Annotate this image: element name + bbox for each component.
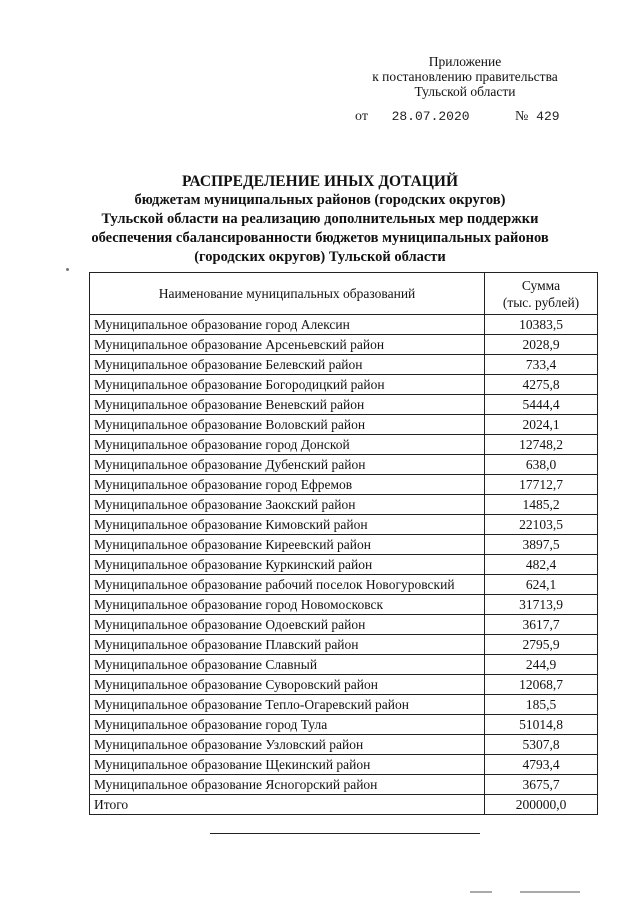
table-row [90,495,598,515]
title-line-1: РАСПРЕДЕЛЕНИЕ ИНЫХ ДОТАЦИЙ [181,173,459,190]
subsidy-amount: 17712,7 [485,475,598,495]
appendix-header [350,54,580,99]
subsidy-amount: 624,1 [485,575,598,595]
municipality-name: Муниципальное образование город Донской [90,435,485,455]
municipality-name: Муниципальное образование Веневский район [90,395,485,415]
table-row [90,415,598,435]
table-row [90,435,598,455]
subsidy-amount: 12748,2 [485,435,598,455]
subsidy-amount: 2024,1 [485,415,598,435]
table-row [90,615,598,635]
municipality-name: Муниципальное образование рабочий поселок Новогуровский [90,575,485,595]
scan-artifact [470,891,492,893]
table-row [90,355,598,375]
subsidy-amount: 3617,7 [485,615,598,635]
scan-artifact [520,891,580,893]
subsidy-amount: 244,9 [485,655,598,675]
table-row [90,575,598,595]
municipality-name: Муниципальное образование Ясногорский район [90,775,485,795]
municipality-name: Муниципальное образование Кимовский район [90,515,485,535]
subsidy-amount: 51014,8 [485,715,598,735]
subsidy-table [89,272,598,815]
bottom-divider [210,833,480,834]
municipality-name: Муниципальное образование город Ефремов [90,475,485,495]
appendix-title: Приложение [428,54,502,69]
municipality-name: Муниципальное образование город Тула [90,715,485,735]
header-sum-title: Сумма [521,277,561,293]
table-row [90,455,598,475]
decree-date: 28.07.2020 [391,109,470,124]
table-row [90,595,598,615]
table-row [90,475,598,495]
table-row [90,335,598,355]
appendix-region: Тульской области [414,84,516,99]
decree-number-label: № [515,109,529,124]
table-row [90,535,598,555]
document-title [80,172,560,267]
municipality-name: Муниципальное образование Киреевский район [90,535,485,555]
subsidy-amount: 3675,7 [485,775,598,795]
municipality-name: Муниципальное образование Тепло-Огаревский район [90,695,485,715]
subsidy-amount: 4275,8 [485,375,598,395]
subsidy-amount: 733,4 [485,355,598,375]
table-row [90,375,598,395]
title-line-5: (городских округов) Тульской области [194,249,446,265]
table-row [90,315,598,335]
municipality-name: Муниципальное образование Дубенский район [90,455,485,475]
title-line-2: бюджетам муниципальных районов (городских округов) [134,192,506,208]
municipality-name: Муниципальное образование Суворовский район [90,675,485,695]
header-name: Наименование муниципальных образований [90,273,485,315]
subsidy-amount: 5307,8 [485,735,598,755]
municipality-name: Муниципальное образование Щекинский район [90,755,485,775]
table-row [90,735,598,755]
municipality-name: Муниципальное образование Плавский район [90,635,485,655]
header-sum-unit: (тыс. рублей) [502,294,580,310]
total-sum: 200000,0 [485,795,598,815]
subsidy-amount: 31713,9 [485,595,598,615]
total-label: Итого [90,795,485,815]
subsidy-amount: 5444,4 [485,395,598,415]
table-row [90,655,598,675]
table-row [90,695,598,715]
subsidy-amount: 10383,5 [485,315,598,335]
table-row [90,775,598,795]
table-row [90,635,598,655]
municipality-name: Муниципальное образование Славный [90,655,485,675]
municipality-name: Муниципальное образование Одоевский район [90,615,485,635]
subsidy-amount: 2795,9 [485,635,598,655]
subsidy-amount: 2028,9 [485,335,598,355]
municipality-name: Муниципальное образование город Новомосковск [90,595,485,615]
appendix-decree-ref: к постановлению правительства [372,69,558,84]
municipality-name: Муниципальное образование Узловский район [90,735,485,755]
table-row [90,675,598,695]
subsidy-amount: 1485,2 [485,495,598,515]
decree-date-line [355,109,470,125]
subsidy-amount: 638,0 [485,455,598,475]
table-body [90,315,598,795]
subsidy-amount: 22103,5 [485,515,598,535]
title-line-4: обеспечения сбалансированности бюджетов муниципальных районов [91,230,549,246]
municipality-name: Муниципальное образование Белевский район [90,355,485,375]
table-row [90,755,598,775]
municipality-name: Муниципальное образование Арсеньевский район [90,335,485,355]
decree-number-line [515,109,560,125]
title-line-3: Тульской области на реализацию дополнительных мер поддержки [101,211,539,227]
table-row [90,515,598,535]
subsidy-amount: 185,5 [485,695,598,715]
table-header-row [90,273,598,315]
subsidy-amount: 482,4 [485,555,598,575]
subsidy-amount: 3897,5 [485,535,598,555]
scan-speck [66,268,69,271]
municipality-name: Муниципальное образование Куркинский район [90,555,485,575]
table-row [90,395,598,415]
municipality-name: Муниципальное образование Заокский район [90,495,485,515]
header-sum [485,273,598,315]
table-row [90,715,598,735]
table-total-row [90,795,598,815]
table-row [90,555,598,575]
municipality-name: Муниципальное образование Богородицкий район [90,375,485,395]
subsidy-amount: 4793,4 [485,755,598,775]
decree-number: 429 [536,109,560,124]
municipality-name: Муниципальное образование город Алексин [90,315,485,335]
subsidy-amount: 12068,7 [485,675,598,695]
decree-date-label: от [355,109,368,124]
municipality-name: Муниципальное образование Воловский район [90,415,485,435]
